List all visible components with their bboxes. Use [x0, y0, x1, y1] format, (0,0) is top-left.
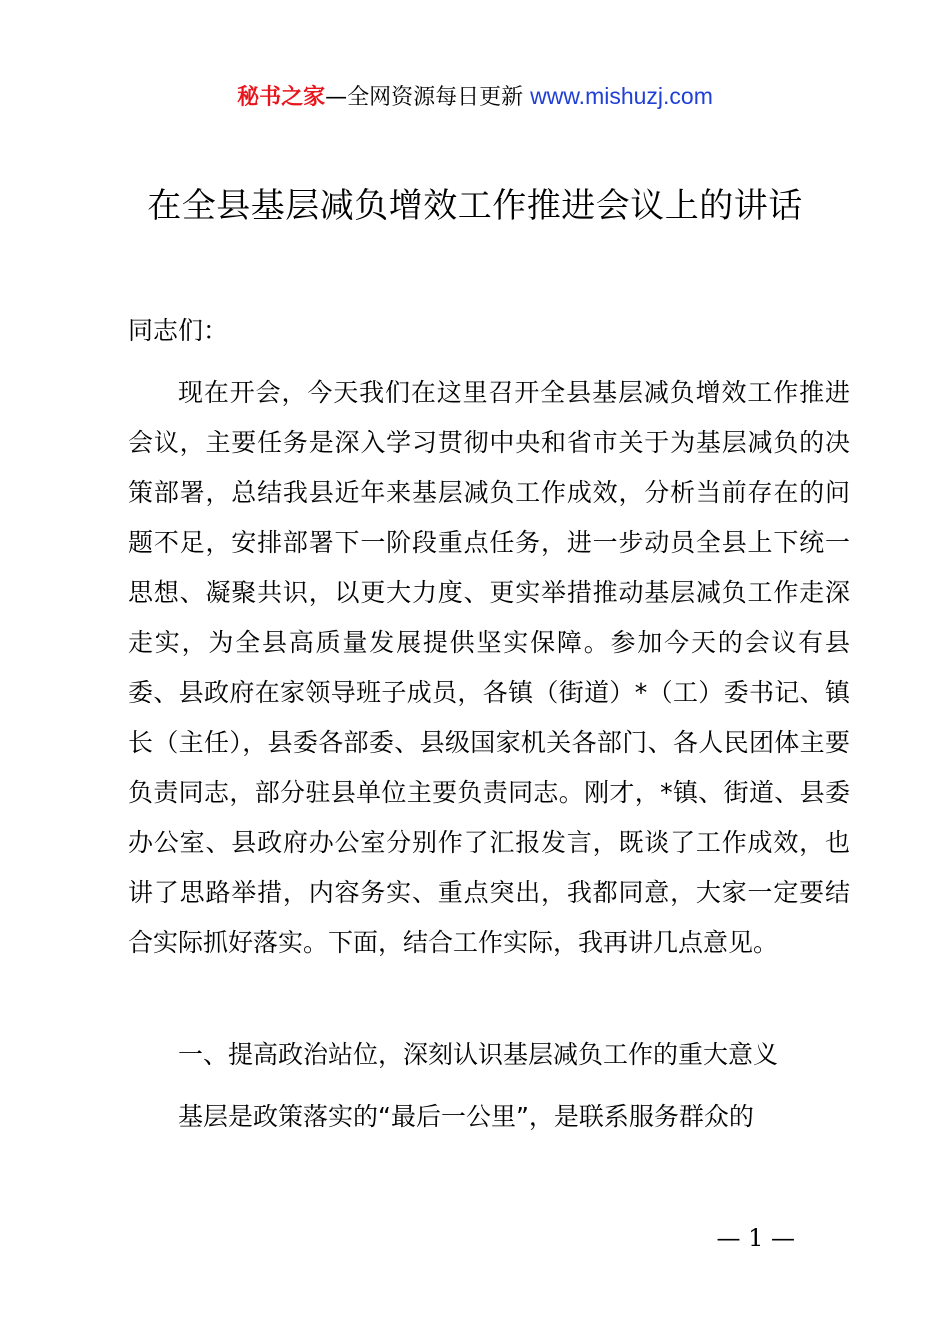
brand-name: 秘书之家: [237, 85, 326, 110]
document-title: 在全县基层减负增效工作推进会议上的讲话: [147, 186, 803, 226]
section-heading: 一、提高政治站位，深刻认识基层减负工作的重大意义: [178, 1040, 779, 1069]
banner-url-link[interactable]: www.mishuzj.com: [530, 83, 713, 109]
greeting: 同志们：: [128, 316, 229, 345]
banner-tagline: —全网资源每日更新: [325, 85, 531, 110]
body-paragraph: 现在开会，今天我们在这里召开全县基层减负增效工作推进会议，主要任务是深入学习贯彻中央和省市关于为基层减负的决策部署，总结我县近年来基层减负工作成效，分析当前存在的问题不足，安排部署下一阶段重点任务，进一步动员全县上下统一思想、凝聚共识，以更大力度、更实举措推动基层减负工作走深走实，为全县高质量发展提供坚实保障。参加今天的会议有县委、县政府在家领导班子成员，各镇（街道）*（工）委书记、镇长（主任），县委各部委、县级国家机关各部门、各人民团体主要负责同志，部分驻县单位主要负责同志。刚才，*镇、街道、县委办公室、县政府办公室分别作了汇报发言，既谈了工作成效，也讲了思路举措，内容务实、重点突出，我都同意，大家一定要结合实际抓好落实。下面，结合工作实际，我再讲几点意见。: [128, 378, 850, 957]
site-banner: [0, 80, 950, 114]
section-paragraph: 基层是政策落实的“最后一公里”，是联系服务群众的: [178, 1102, 754, 1131]
page-number: — 1 —: [716, 1224, 795, 1252]
